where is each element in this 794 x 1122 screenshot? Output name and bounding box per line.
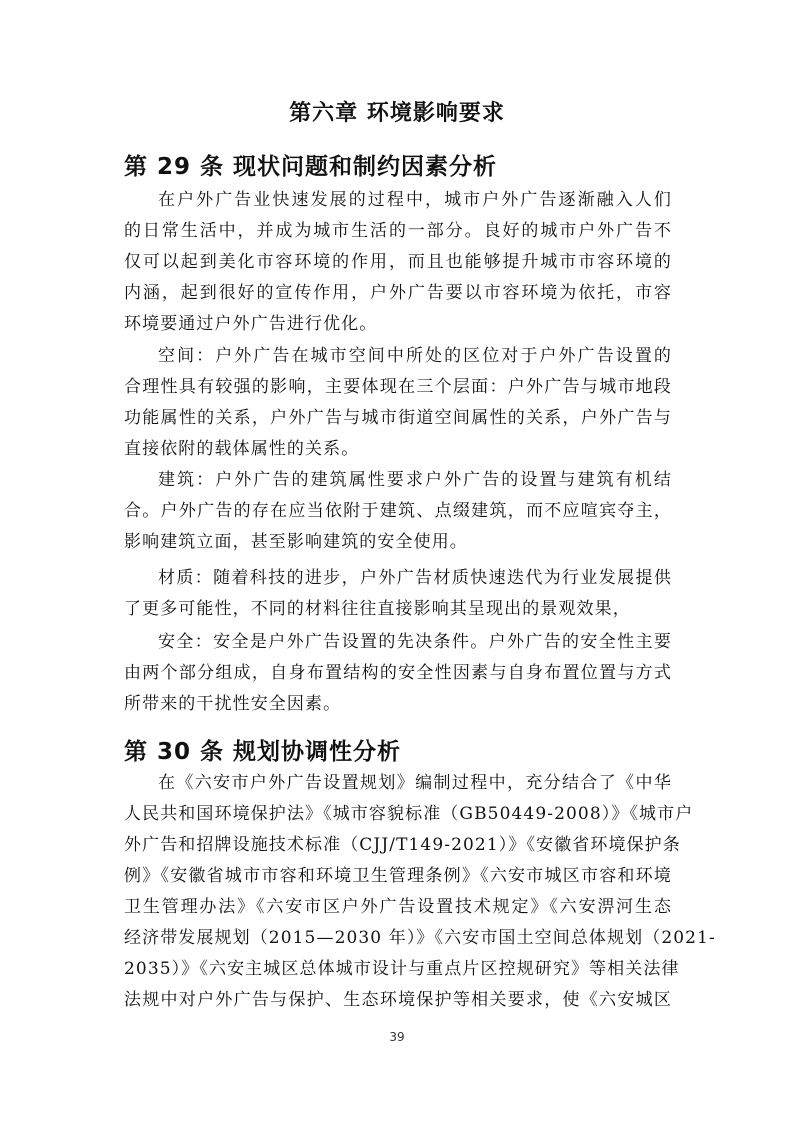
paragraph-line: 仅可以起到美化市容环境的作用，而且也能够提升城市市容环境的 xyxy=(124,252,672,272)
paragraph-line: 合理性具有较强的影响，主要体现在三个层面：户外广告与城市地段 xyxy=(124,377,672,397)
paragraph-material xyxy=(124,563,672,625)
paragraph-line: 环境要通过户外广告进行优化。 xyxy=(124,314,378,334)
paragraph-building xyxy=(124,465,672,558)
paragraph-line: 直接依附的载体属性的关系。 xyxy=(124,439,360,459)
paragraph-context xyxy=(124,185,672,340)
paragraph-safety xyxy=(124,627,672,720)
paragraph-line: 在《六安市户外广告设置规划》编制过程中，充分结合了《中华 xyxy=(158,773,672,793)
paragraph-line: 在户外广告业快速发展的过程中，城市户外广告逐渐融入人们 xyxy=(158,190,672,210)
paragraph-line: 空间：户外广告在城市空间中所处的区位对于户外广告设置的 xyxy=(158,346,672,366)
paragraph-line: 安全：安全是户外广告设置的先决条件。户外广告的安全性主要 xyxy=(158,632,672,652)
paragraph-line: 功能属性的关系，户外广告与城市街道空间属性的关系，户外广告与 xyxy=(124,408,672,428)
section-heading-29: 第 29 条 现状问题和制约因素分析 xyxy=(124,154,498,180)
paragraph-line: 外广告和招牌设施技术标准（CJJ/T149-2021）》《安徽省环境保护条 xyxy=(124,835,681,855)
section-heading-30: 第 30 条 规划协调性分析 xyxy=(124,739,402,765)
paragraph-line: 例》《安徽省城市市容和环境卫生管理条例》《六安市城区市容和环境 xyxy=(124,866,672,886)
chapter-title: 第六章 环境影响要求 xyxy=(289,101,505,126)
paragraph-line: 建筑：户外广告的建筑属性要求户外广告的设置与建筑有机结 xyxy=(158,470,672,490)
paragraph-line: 影响建筑立面，甚至影响建筑的安全使用。 xyxy=(124,532,468,552)
paragraph-line: 了更多可能性，不同的材料往往直接影响其呈现出的景观效果， xyxy=(124,599,631,619)
paragraph-line: 合。户外广告的存在应当依附于建筑、点缀建筑，而不应喧宾夺主， xyxy=(124,501,672,521)
paragraph-line: 2035）》《六安主城区总体城市设计与重点片区控规研究》等相关法律 xyxy=(124,959,680,979)
paragraph-space xyxy=(124,341,672,465)
paragraph-coordination xyxy=(124,768,716,1016)
page-number: 39 xyxy=(389,1030,405,1044)
paragraph-line: 所带来的干扰性安全因素。 xyxy=(124,694,342,714)
paragraph-line: 材质：随着科技的进步，户外广告材质快速迭代为行业发展提供 xyxy=(158,568,672,588)
paragraph-line: 卫生管理办法》《六安市区户外广告设置技术规定》《六安淠河生态 xyxy=(124,897,672,917)
paragraph-line: 的日常生活中，并成为城市生活的一部分。良好的城市户外广告不 xyxy=(124,221,672,241)
paragraph-line: 经济带发展规划（2015—2030 年）》《六安市国土空间总体规划（2021- xyxy=(124,928,716,948)
paragraph-line: 内涵，起到很好的宣传作用，户外广告要以市容环境为依托，市容 xyxy=(124,283,672,303)
paragraph-line: 由两个部分组成，自身布置结构的安全性因素与自身布置位置与方式 xyxy=(124,663,672,683)
paragraph-line: 法规中对户外广告与保护、生态环境保护等相关要求，使《六安城区 xyxy=(124,990,672,1010)
paragraph-line: 人民共和国环境保护法》《城市容貌标准（GB50449-2008）》《城市户 xyxy=(124,804,694,824)
